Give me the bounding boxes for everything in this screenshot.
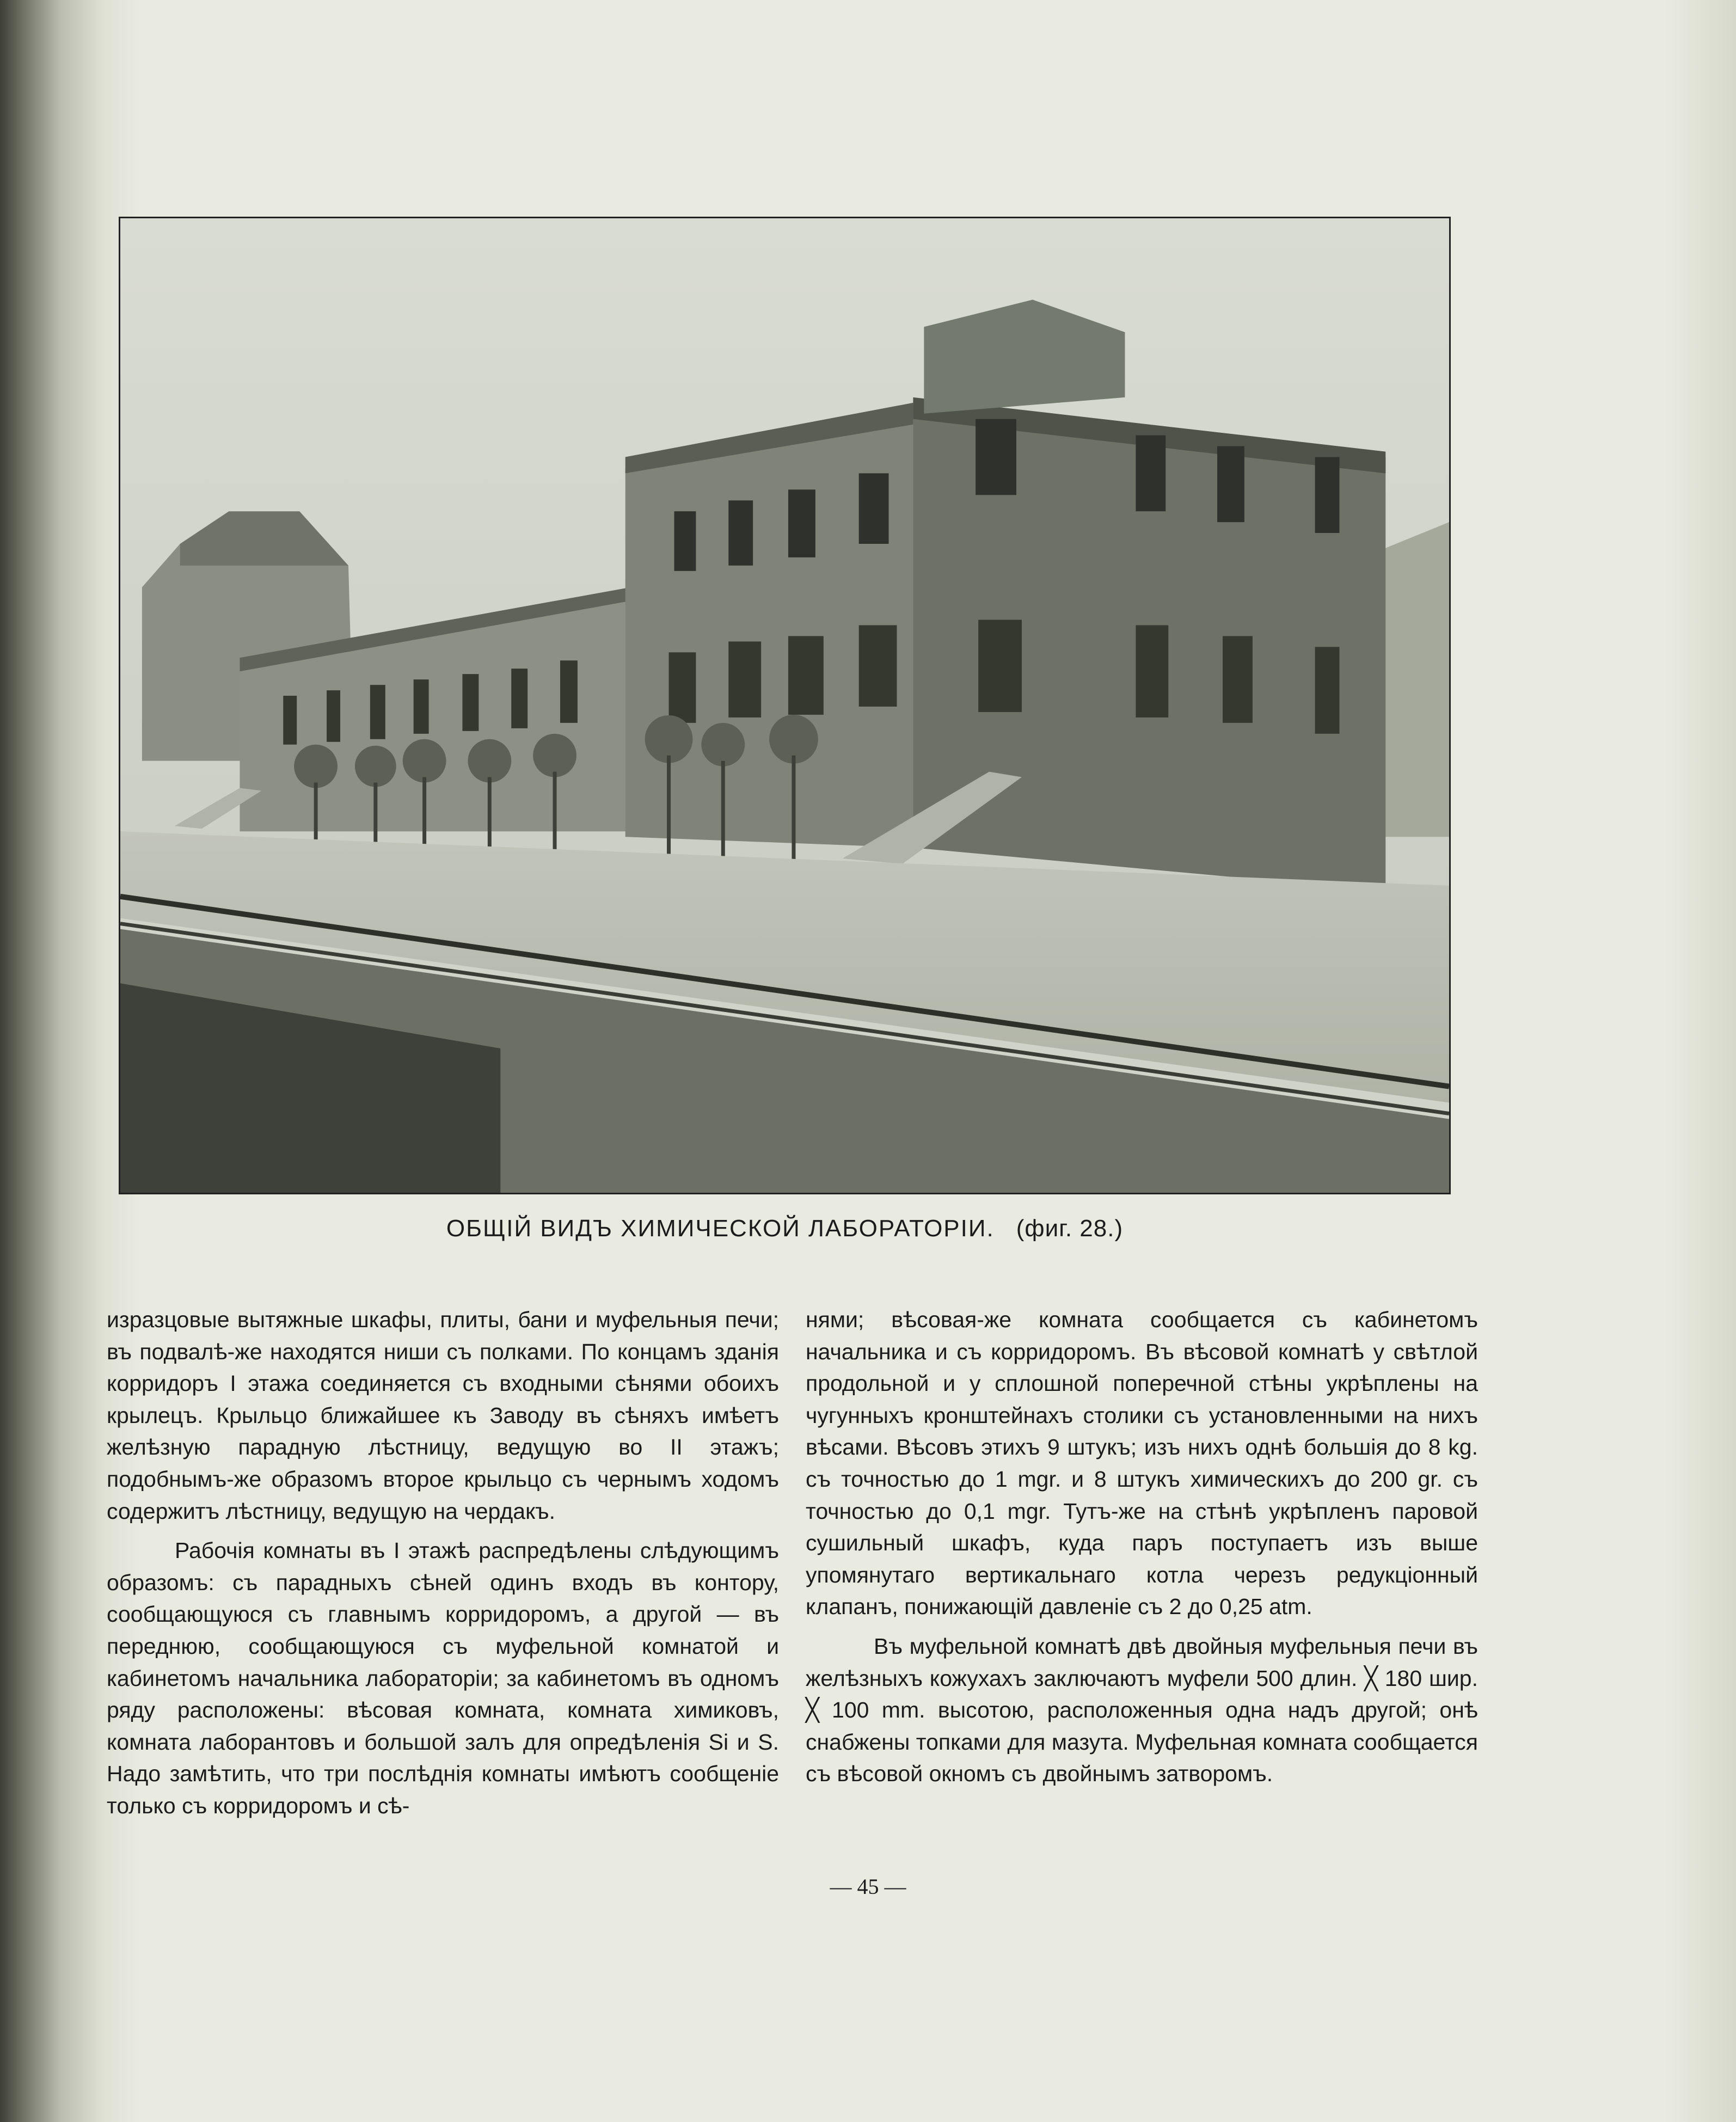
laboratory-building-illustration xyxy=(120,218,1449,1193)
figure-caption xyxy=(119,1215,1451,1242)
text-column-right xyxy=(806,1304,1478,1790)
paragraph: нями; вѣсовая-же комната сообщается съ кабинетомъ начальника и съ корридоромъ. Въ вѣсовой комнатѣ у свѣтлой продольной и у сплошной поперечной стѣны укрѣплены на чугунныхъ кронштейнахъ столики съ установленными на нихъ вѣсами. Вѣсовъ этихъ 9 штукъ; изъ нихъ однѣ большія до 8 kg. съ точностью до 1 mgr. и 8 штукъ химическихъ до 200 gr. съ точностью до 0,1 mgr. Тутъ-же на стѣнѣ укрѣпленъ паровой сушильный шкафъ, куда паръ поступаетъ изъ выше упомянутаго вертикальнаго котла черезъ редукціонный клапанъ, понижающій давленіе съ 2 до 0,25 atm. xyxy=(806,1307,1478,1620)
caption-title: ОБЩІЙ ВИДЪ ХИМИЧЕСКОЙ ЛАБОРАТОРІИ. xyxy=(446,1215,995,1242)
paragraph: изразцовые вытяжные шкафы, плиты, бани и муфельныя печи; въ подвалѣ-же находятся ниши съ полками. По концамъ зданія корридоръ I этажа соединяется съ входными сѣнями обоихъ крылецъ. Крыльцо ближайшее къ Заводу въ сѣняхъ имѣетъ желѣзную парадную лѣстницу, ведущую во II этажъ; подобнымъ-же образомъ второе крыльцо съ чернымъ ходомъ содержитъ лѣстницу, ведущую на чердакъ. xyxy=(107,1307,779,1524)
paragraph: Рабочія комнаты въ I этажѣ распредѣлены слѣдующимъ образомъ: съ парадныхъ сѣней одинъ входъ въ контору, сообщающуюся съ главнымъ корридоромъ, а другой — въ переднюю, сообщающуюся съ муфельной комнатой и кабинетомъ начальника лабораторіи; за кабинетомъ въ одномъ ряду расположены: вѣсовая комната, комната химиковъ, комната лаборантовъ и большой залъ для опредѣленія Si и S. Надо замѣтить, что три послѣднія комнаты имѣютъ сообщеніе только съ корридоромъ и сѣ- xyxy=(107,1538,779,1818)
laboratory-photograph xyxy=(119,217,1451,1194)
paragraph: Въ муфельной комнатѣ двѣ двойныя муфельныя печи въ желѣзныхъ кожухахъ заключаютъ муфели 500 длин. ╳ 180 шир. ╳ 100 mm. высотою, расположенныя одна надъ другой; онѣ снабжены топками для мазута. Муфельная комната сообщается съ вѣсовой окномъ съ двойнымъ затворомъ. xyxy=(806,1633,1478,1787)
caption-figure-number: (фиг. 28.) xyxy=(1016,1215,1124,1242)
text-column-left xyxy=(107,1304,779,1822)
page-number: — 45 — xyxy=(830,1874,906,1899)
